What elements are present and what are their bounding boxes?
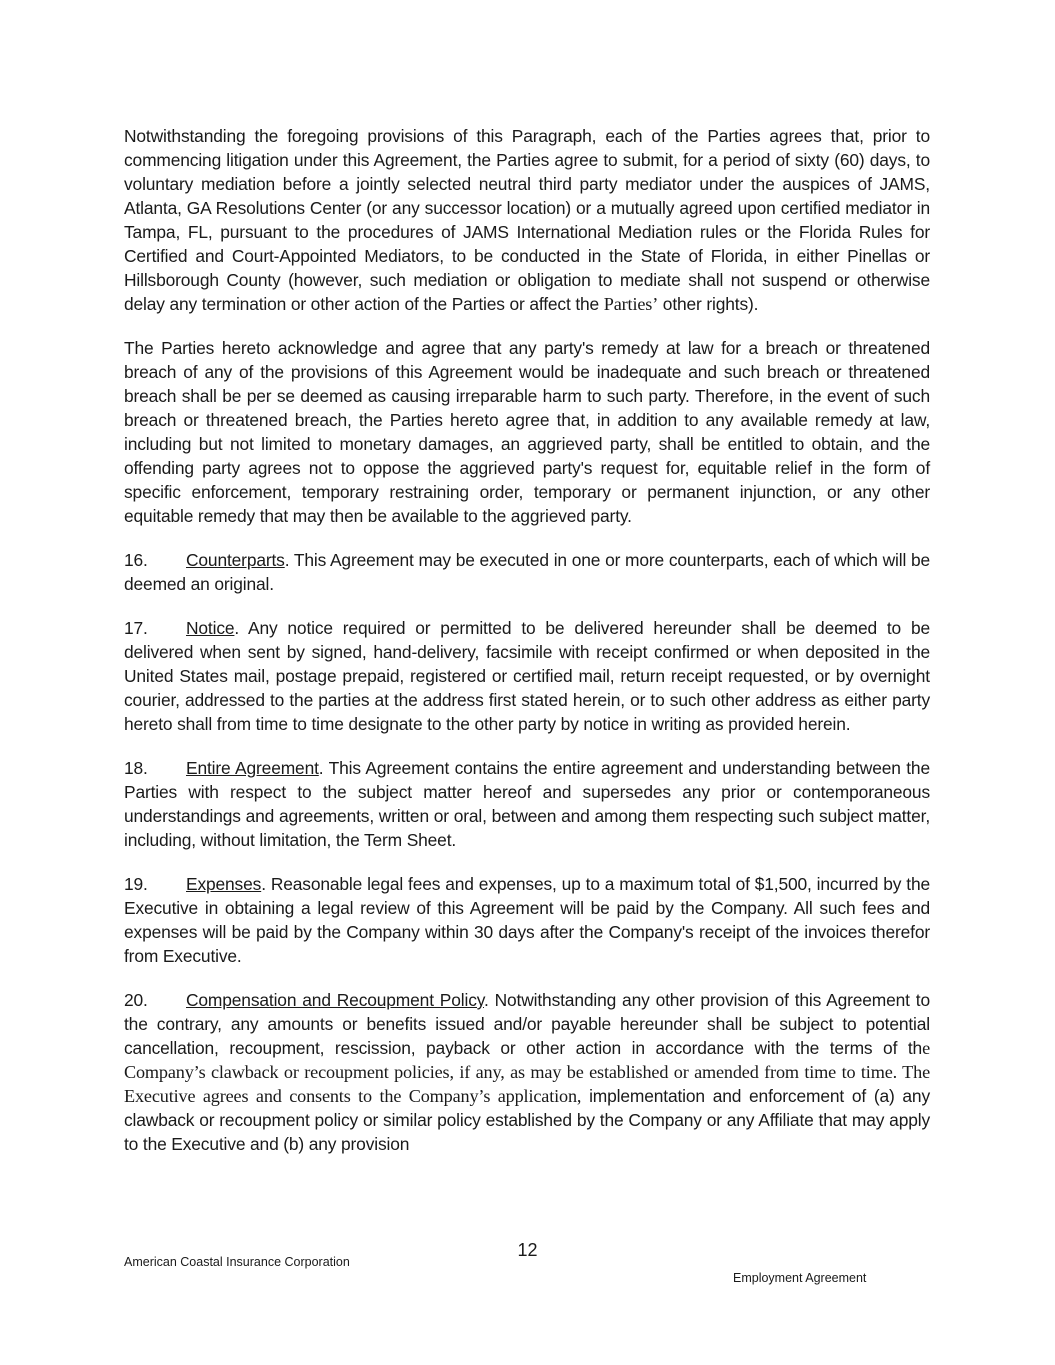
- mediation-text: Notwithstanding the foregoing provisions of this Paragraph, each of the Parties agrees that, prior to commencing litigation under this Agreement, the Parties agree to submit, for a period of sixty (60) days, to voluntary mediation before a jointly selected neutral third party mediator under the auspices of JAMS, Atlanta, GA Resolutions Center (or any successor location) or a mutually agreed upon certified mediator in Tampa, FL, pursuant to the procedures of JAMS International Mediation rules or the Florida Rules for Certified and Court-Appointed Mediators, to be conducted in the State of Florida, in either Pinellas or Hillsborough County (however, such mediation or obligation to mediate shall not suspend or otherwise delay any termination or other action of the Parties or affect the: [124, 126, 930, 314]
- remedy-paragraph: [124, 336, 930, 528]
- section-text-continued: implementation and enforcement of (a) any clawback or recoupment policy or similar policy established by the Company or any Affiliate that may apply to the Executive and (b) any provision: [124, 1086, 930, 1154]
- section-text: . This Agreement may be executed in one or more counterparts, each of which will be deemed an original.: [124, 550, 930, 594]
- remedy-text: The Parties hereto acknowledge and agree that any party's remedy at law for a breach or threatened breach of any of the provisions of this Agreement would be inadequate and such breach or threatened breach shall be per se deemed as causing irreparable harm to such party. Therefore, in the event of such breach or threatened breach, the Parties hereto agree that, in addition to any available remedy at law, including but not limited to monetary damages, an aggrieved party, shall be entitled to obtain, and the offending party agrees not to oppose the aggrieved party's request for, equitable relief in the form of specific enforcement, temporary restraining order, temporary or permanent injunction, or any other equitable remedy that may then be available to the aggrieved party.: [124, 338, 930, 526]
- section-16-counterparts: [124, 548, 930, 596]
- section-text-serif: e Company’s clawback or recoupment policies, if any, as may be established or amended from time to time. The Executive agrees and consents to the Company’s application,: [124, 1038, 930, 1106]
- section-19-expenses: [124, 872, 930, 968]
- section-18-entire-agreement: [124, 756, 930, 852]
- document-body: [124, 124, 930, 1176]
- section-heading: Notice: [186, 618, 235, 638]
- section-text: . Reasonable legal fees and expenses, up to a maximum total of $1,500, incurred by the Executive in obtaining a legal review of this Agreement will be paid by the Company. All such fees and expenses will be paid by the Company within 30 days after the Company's receipt of the invoices therefor from Executive.: [124, 874, 930, 966]
- section-number: 19.: [124, 874, 148, 894]
- section-text: . Any notice required or permitted to be delivered hereunder shall be deemed to be delivered when sent by signed, hand-delivery, facsimile with receipt confirmed or when deposited in the United States mail, postage prepaid, registered or certified mail, return receipt requested, or by overnight courier, addressed to the parties at the address first stated herein, or to such other address as either party hereto shall from time to time designate to the other party by notice in writing as provided herein.: [124, 618, 930, 734]
- section-text: . Notwithstanding any other provision of this Agreement to the contrary, any amounts or benefits issued and/or payable hereunder shall be subject to potential cancellation, recoupment, rescission, payback or other action in accordance with the terms of th: [124, 990, 930, 1058]
- mediation-parties-word: Parties’: [603, 294, 659, 314]
- section-number: 20.: [124, 990, 148, 1010]
- section-number: 18.: [124, 758, 148, 778]
- mediation-paragraph: [124, 124, 930, 316]
- section-17-notice: [124, 616, 930, 736]
- section-heading: Compensation and Recoupment Policy: [186, 990, 485, 1010]
- section-number: 16.: [124, 550, 148, 570]
- mediation-tail: other rights).: [658, 294, 759, 314]
- section-heading: Entire Agreement: [186, 758, 319, 778]
- footer-company-name: American Coastal Insurance Corporation: [124, 1255, 350, 1269]
- section-20-recoupment-policy: [124, 988, 930, 1156]
- section-heading: Expenses: [186, 874, 262, 894]
- section-text: . This Agreement contains the entire agreement and understanding between the Parties with respect to the subject matter hereof and supersedes any prior or contemporaneous understandings and agreements, written or oral, between and among them respecting such subject matter, including, without limitation, the Term Sheet.: [124, 758, 930, 850]
- section-heading: Counterparts: [186, 550, 285, 570]
- footer-document-title: Employment Agreement: [733, 1271, 867, 1285]
- section-number: 17.: [124, 618, 148, 638]
- page-number: 12: [517, 1240, 538, 1260]
